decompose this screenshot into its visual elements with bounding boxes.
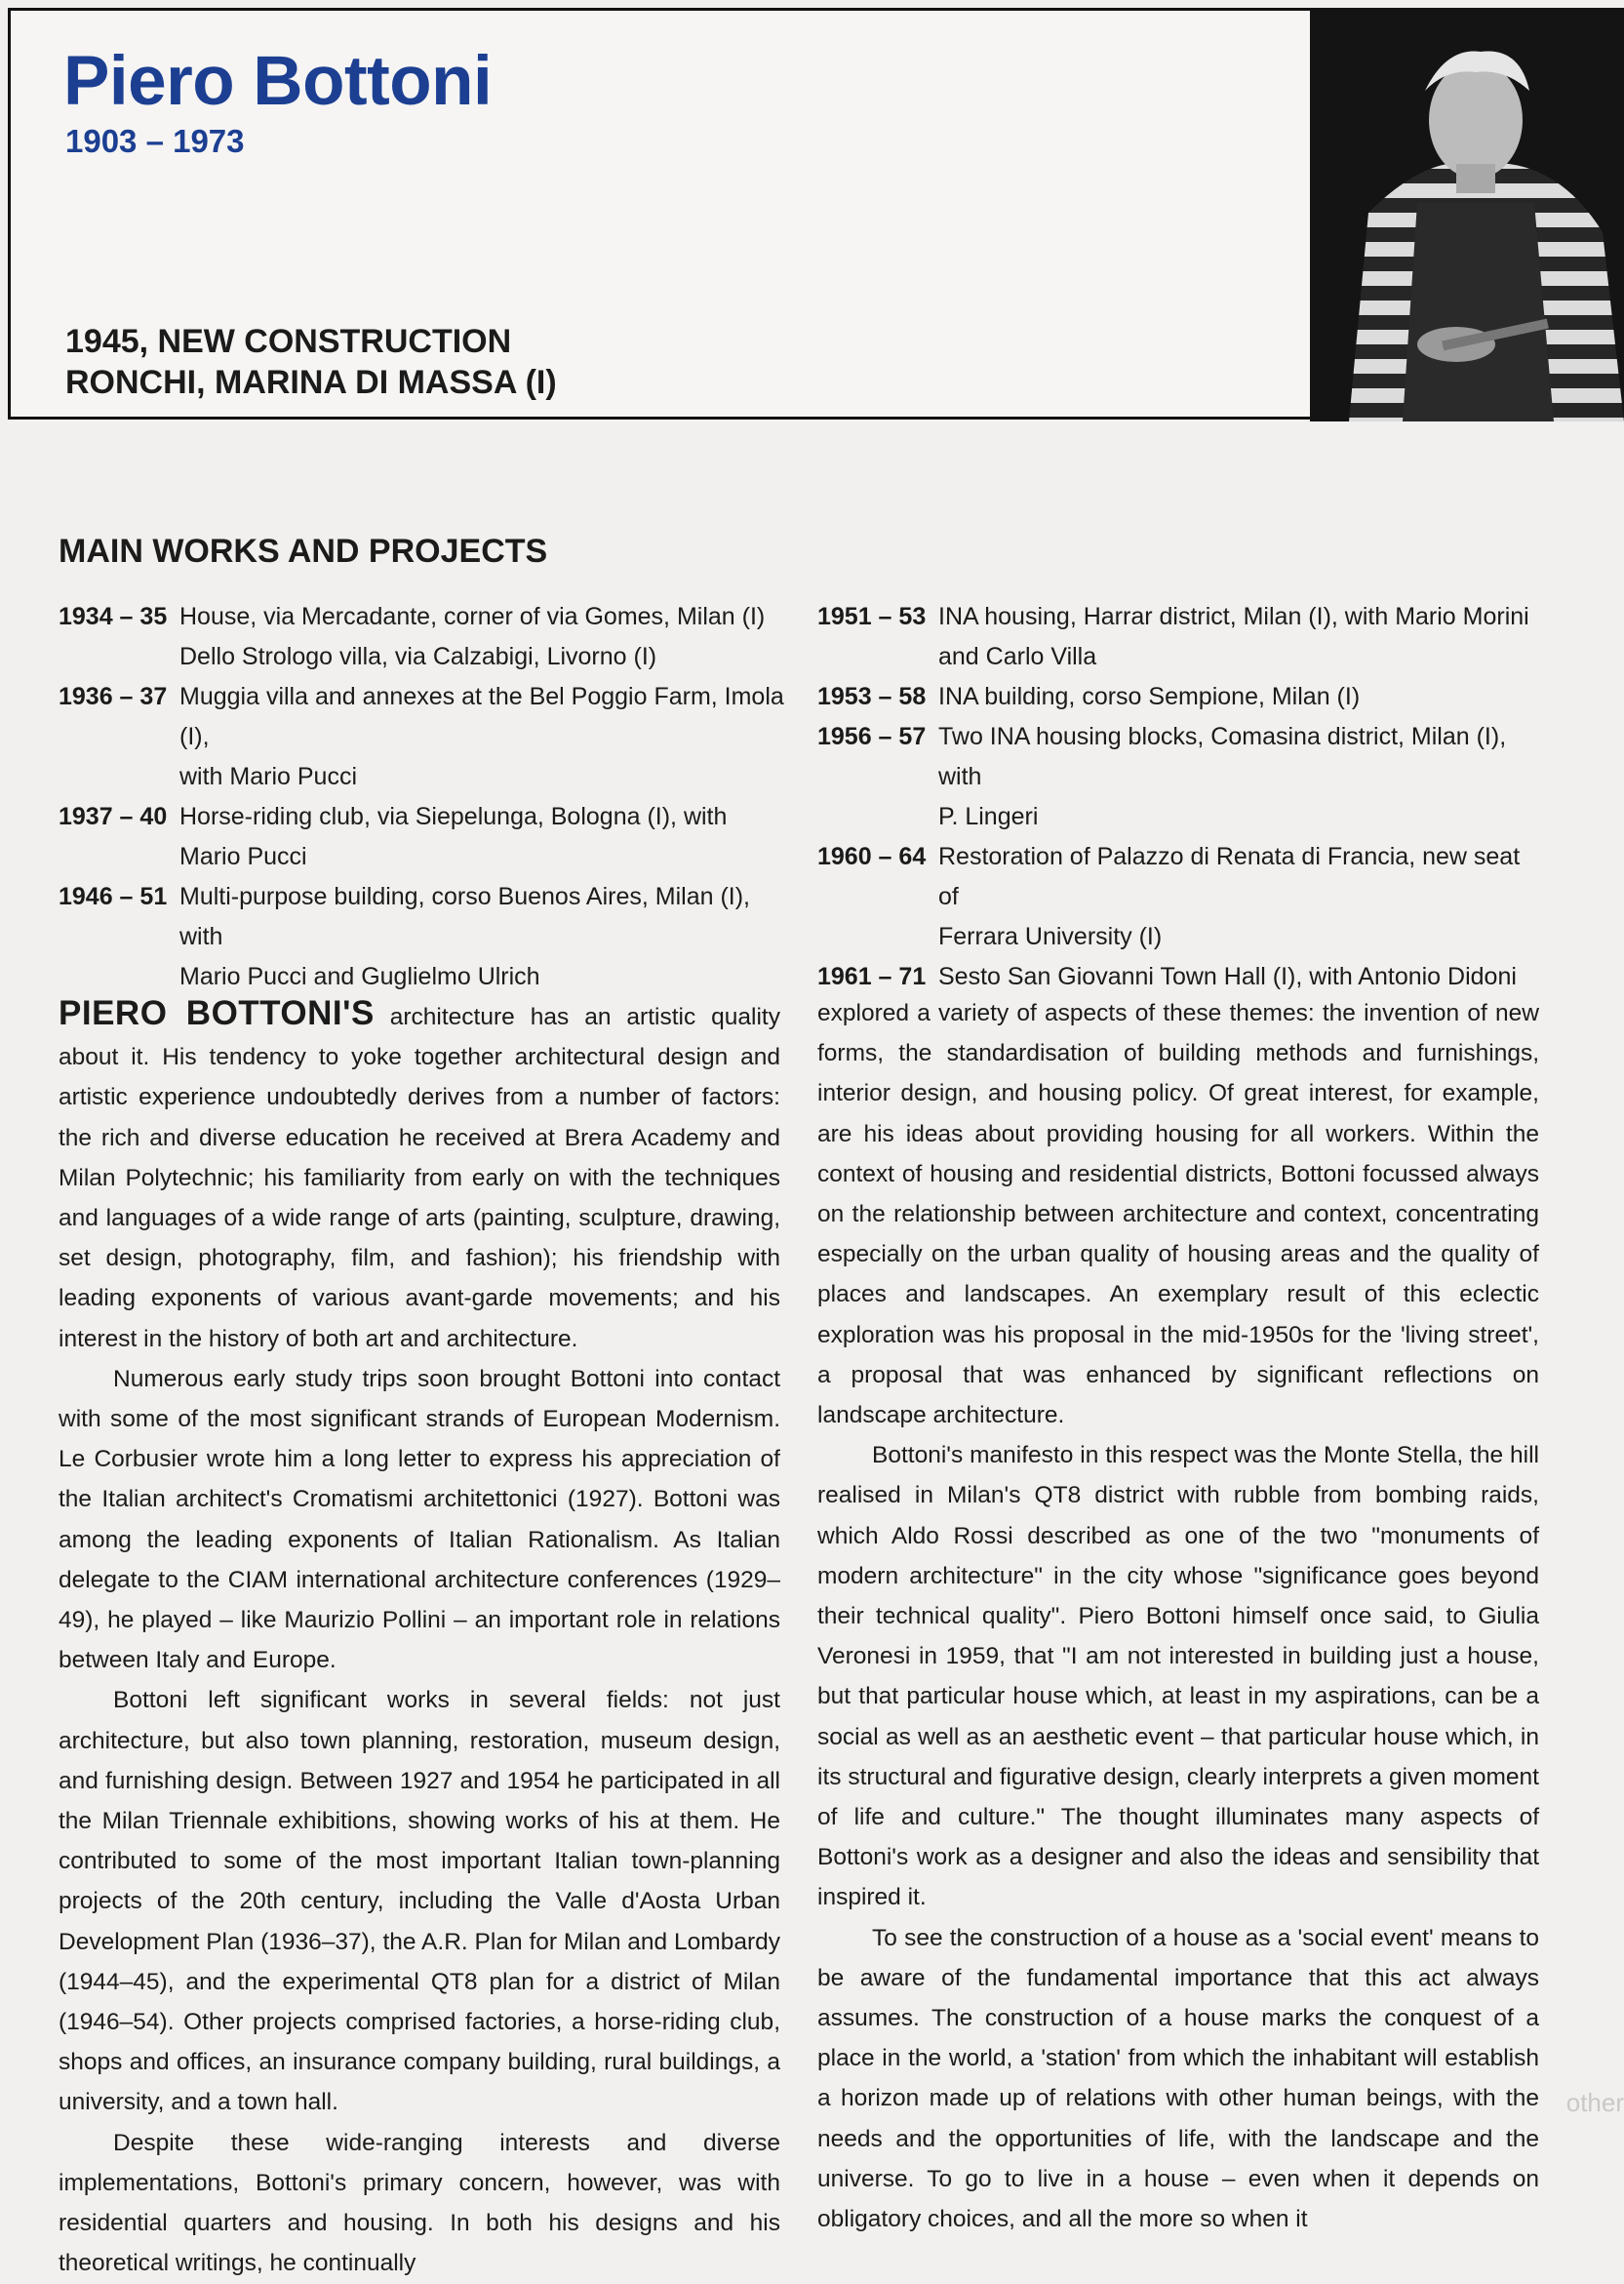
- lead-in: PIERO BOTTONI'S: [59, 994, 375, 1032]
- works-list-left: [59, 597, 800, 997]
- work-line: INA building, corso Sempione, Milan (I): [938, 683, 1361, 710]
- work-line: Multi-purpose building, corso Buenos Aires, Milan (I), with: [179, 883, 750, 950]
- work-year: 1937 – 40: [59, 803, 168, 830]
- work-line: Mario Pucci: [179, 843, 307, 870]
- body-paragraph: To see the construction of a house as a 'social event' means to be aware of the fundamental importance that this act always assumes. The construction of a house marks the conquest of a place in the world, a 'station' from which the inhabitant will establish a horizon made up of relations with other human beings, with the needs and the opportunities of life, with the landscape and the universe. To go to live in a house – even when it depends on obligatory choices, and all the more so when it: [817, 1924, 1539, 2233]
- margin-ghost-text: other: [1565, 2088, 1624, 2117]
- work-item: [59, 597, 800, 677]
- work-description: [179, 597, 800, 677]
- work-description: [938, 717, 1539, 837]
- project-title: [65, 321, 557, 403]
- header-box: [8, 8, 1310, 420]
- work-line: House, via Mercadante, corner of via Gomes, Milan (I): [179, 603, 766, 630]
- work-line: Sesto San Giovanni Town Hall (I), with Antonio Didoni: [938, 963, 1517, 990]
- work-item: [817, 677, 1539, 717]
- work-line: INA housing, Harrar district, Milan (I), with Mario Morini: [938, 603, 1529, 630]
- body-paragraph: Despite these wide-ranging interests and diverse implementations, Bottoni's primary concern, however, was with residential quarters and housing. In both his designs and his theoretical writings, he continually: [59, 2129, 780, 2277]
- body-column-left: [59, 993, 780, 2284]
- work-item: [817, 957, 1539, 997]
- work-line: Ferrara University (I): [938, 923, 1163, 950]
- architect-name: Piero Bottoni: [63, 43, 493, 120]
- work-line: with Mario Pucci: [179, 763, 357, 790]
- work-line: P. Lingeri: [938, 803, 1039, 830]
- work-description: [938, 957, 1539, 997]
- work-year: 1960 – 64: [817, 843, 927, 870]
- work-description: [938, 597, 1539, 677]
- works-list-right: [817, 597, 1539, 997]
- work-item: [59, 797, 800, 877]
- work-item: [817, 597, 1539, 677]
- work-line: Two INA housing blocks, Comasina district, Milan (I), with: [938, 723, 1507, 790]
- body-paragraph: [59, 993, 780, 1359]
- works-title: MAIN WORKS AND PROJECTS: [59, 533, 548, 570]
- work-item: [817, 717, 1539, 837]
- work-line: Muggia villa and annexes at the Bel Poggio Farm, Imola (I),: [179, 683, 784, 750]
- work-year: 1961 – 71: [817, 963, 927, 990]
- work-year: 1956 – 57: [817, 723, 927, 750]
- work-year: 1951 – 53: [817, 603, 927, 630]
- work-description: [179, 797, 800, 877]
- body-paragraph: Numerous early study trips soon brought Bottoni into contact with some of the most significant strands of European Modernism. Le Corbusier wrote him a long letter to express his appreciation of the Italian architect's Cromatismi architettonici (1927). Bottoni was among the leading exponents of Italian Rationalism. As Italian delegate to the CIAM international architecture conferences (1929–49), he played – like Maurizio Pollini – an important role in relations between Italy and Europe.: [59, 1365, 780, 1674]
- body-paragraph: explored a variety of aspects of these themes: the invention of new forms, the standardisation of building methods and furnishings, interior design, and housing policy. Of great interest, for example, are his ideas about providing housing for all workers. Within the context of housing and residential districts, Bottoni focussed always on the relationship between architecture and context, concentrating especially on the urban quality of housing areas and the quality of places and landscapes. An exemplary result of this eclectic exploration was his proposal in the mid-1950s for the 'living street', a proposal that was enhanced by significant reflections on landscape architecture.: [817, 1000, 1539, 1429]
- work-item: [59, 877, 800, 997]
- work-line: Horse-riding club, via Siepelunga, Bologna (I), with: [179, 803, 728, 830]
- work-description: [938, 837, 1539, 957]
- work-description: [938, 677, 1539, 717]
- work-year: 1934 – 35: [59, 603, 168, 630]
- work-year: 1946 – 51: [59, 883, 168, 910]
- paragraph-text: architecture has an artistic quality about it. His tendency to yoke together architectural design and artistic experience undoubtedly derives from a number of factors: the rich and diverse education he received at Brera Academy and Milan Polytechnic; his familiarity from early on with the techniques and languages of a wide range of arts (painting, sculpture, drawing, set design, photography, film, and fashion); his friendship with leading exponents of various avant-garde movements; and his interest in the history of both art and architecture.: [59, 1004, 780, 1352]
- work-line: and Carlo Villa: [938, 643, 1097, 670]
- body-paragraph: Bottoni's manifesto in this respect was the Monte Stella, the hill realised in Milan's QT8 district with rubble from bombing raids, which Aldo Rossi described as one of the two "monuments of modern architecture" in the city whose "significance goes beyond their technical quality". Piero Bottoni himself once said, to Giulia Veronesi in 1959, that "I am not interested in building just a house, but that particular house which, at least in my aspirations, can be a social as well as an aesthetic event – that particular house which, in its structural and figurative design, clearly interprets a given moment of life and culture." The thought illuminates many aspects of Bottoni's work as a designer and also the ideas and sensibility that inspired it.: [817, 1442, 1539, 1911]
- work-line: Dello Strologo villa, via Calzabigi, Livorno (I): [179, 643, 657, 670]
- work-description: [179, 677, 800, 797]
- life-years: 1903 – 1973: [65, 123, 245, 159]
- work-line: Mario Pucci and Guglielmo Ulrich: [179, 963, 540, 990]
- project-title-line2: RONCHI, MARINA DI MASSA (I): [65, 364, 557, 401]
- work-item: [817, 837, 1539, 957]
- work-line: Restoration of Palazzo di Renata di Francia, new seat of: [938, 843, 1521, 910]
- project-title-line1: 1945, NEW CONSTRUCTION: [65, 323, 512, 360]
- body-paragraph: Bottoni left significant works in several fields: not just architecture, but also town planning, restoration, museum design, and furnishing design. Between 1927 and 1954 he participated in all the Milan Triennale exhibitions, showing works of his at them. He contributed to some of the most important Italian town-planning projects of the 20th century, including the Valle d'Aosta Urban Development Plan (1936–37), the A.R. Plan for Milan and Lombardy (1944–45), and the experimental QT8 plan for a district of Milan (1946–54). Other projects comprised factories, a horse-riding club, shops and offices, an insurance company building, rural buildings, a university, and a town hall.: [59, 1687, 780, 2116]
- portrait-photo-icon: [1310, 8, 1624, 421]
- work-year: 1936 – 37: [59, 683, 168, 710]
- work-item: [59, 677, 800, 797]
- work-year: 1953 – 58: [817, 683, 927, 710]
- body-column-right: [817, 993, 1539, 2239]
- work-description: [179, 877, 800, 997]
